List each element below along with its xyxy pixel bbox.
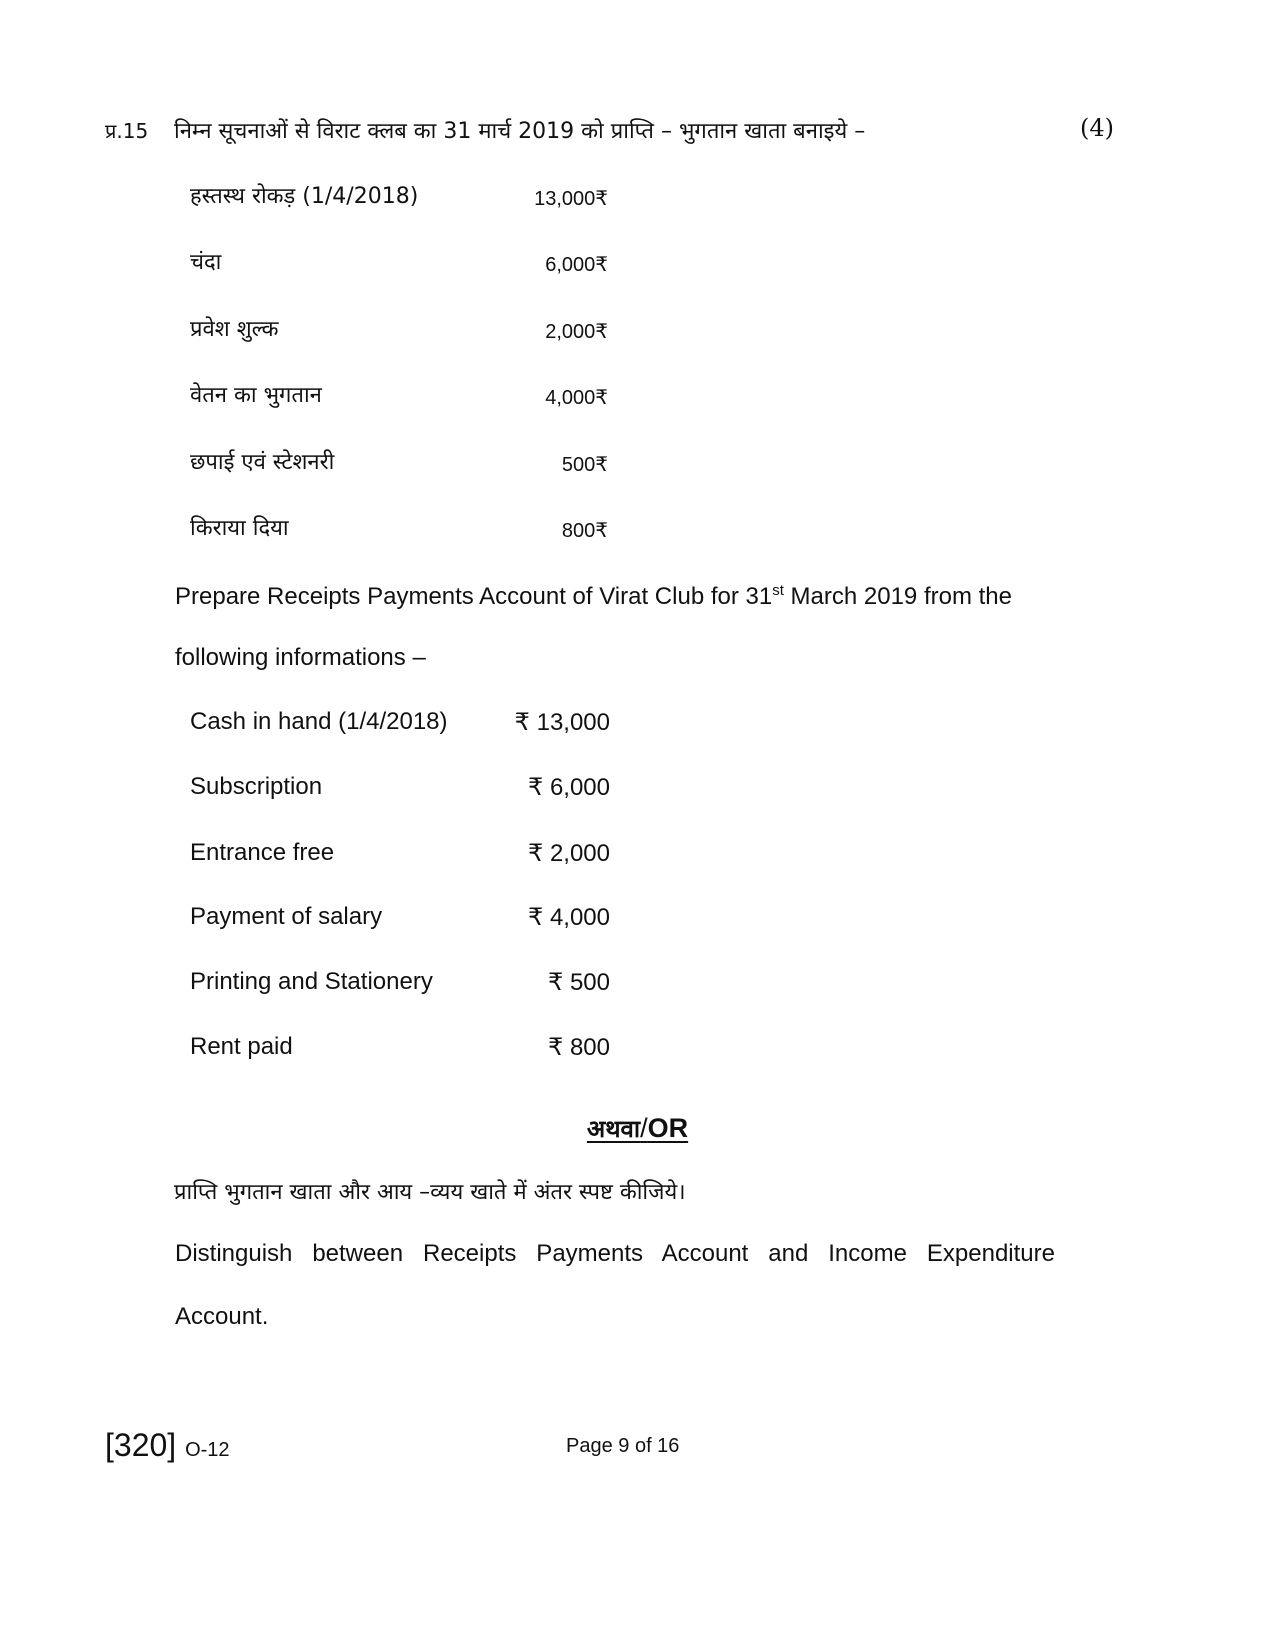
hindi-item-amount: 2,000₹ <box>545 321 608 343</box>
hindi-item-label: वेतन का भुगतान <box>190 383 322 408</box>
question-number: प्र.15 <box>105 119 149 143</box>
hindi-item-amount: 6,000₹ <box>545 254 608 276</box>
question-marks: (4) <box>1080 114 1114 142</box>
hindi-item-amount: 500₹ <box>561 454 608 476</box>
hindi-item-label: चंदा <box>190 250 222 275</box>
paper-code-number: [320] <box>105 1427 177 1463</box>
english-item-label: Entrance free <box>190 839 335 866</box>
or-heading-english: OR <box>647 1113 689 1143</box>
question-text-english-line2: following informations – <box>175 644 426 671</box>
page-number: Page 9 of 16 <box>566 1435 680 1457</box>
english-item-label: Subscription <box>190 773 323 800</box>
english-item-label: Payment of salary <box>190 903 383 930</box>
english-item-label: Cash in hand (1/4/2018) <box>190 708 448 735</box>
or-heading-hindi: अथवा <box>586 1115 641 1143</box>
alternative-text-english-line2: Account. <box>175 1303 269 1330</box>
english-item-amount: ₹ 2,000 <box>528 840 610 867</box>
question-text-english-part: March 2019 from the <box>783 583 1012 610</box>
english-item-amount: ₹ 500 <box>548 969 610 996</box>
english-item-amount: ₹ 6,000 <box>528 774 610 801</box>
alternative-text-english-line1: Distinguish between Receipts Payments Account and Income Expenditure <box>175 1240 1055 1267</box>
alternative-text-hindi: प्राप्ति भुगतान खाता और आय –व्यय खाते में अंतर स्पष्ट कीजिये। <box>174 1180 686 1205</box>
question-text-english-line1 <box>175 582 1012 611</box>
question-text-hindi: निम्न सूचनाओं से विराट क्लब का 31 मार्च 2019 को प्राप्ति – भुगतान खाता बनाइये – <box>174 119 866 144</box>
hindi-item-label: प्रवेश शुल्क <box>190 317 279 342</box>
paper-subcode: O-12 <box>185 1439 230 1461</box>
english-item-amount: ₹ 800 <box>548 1034 610 1061</box>
hindi-item-amount: 13,000₹ <box>534 188 608 210</box>
question-text-english-part: Prepare Receipts Payments Account of Virat Club for 31 <box>175 583 773 610</box>
english-item-amount: ₹ 13,000 <box>514 709 610 736</box>
english-item-label: Rent paid <box>190 1033 293 1060</box>
hindi-item-label: हस्तस्थ रोकड़ (1/4/2018) <box>190 184 419 209</box>
english-item-amount: ₹ 4,000 <box>528 904 610 931</box>
hindi-item-amount: 4,000₹ <box>545 387 608 409</box>
hindi-item-label: किराया दिया <box>190 516 289 541</box>
hindi-item-label: छपाई एवं स्टेशनरी <box>190 450 335 475</box>
or-heading-separator: / <box>640 1113 648 1143</box>
paper-code <box>105 1427 230 1464</box>
or-heading <box>0 1112 1275 1145</box>
hindi-item-amount: 800₹ <box>561 520 608 542</box>
ordinal-suffix: st <box>772 582 784 599</box>
english-item-label: Printing and Stationery <box>190 968 433 995</box>
